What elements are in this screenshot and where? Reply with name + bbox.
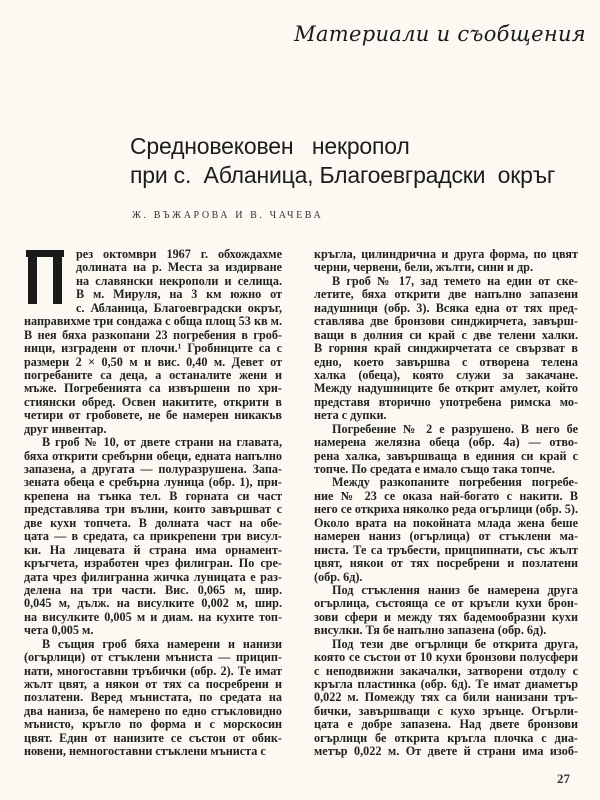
text-line: крепена на тънка тел. В горната си част — [24, 488, 282, 503]
text-line: дата чрез филигранна жичка луницата е раз- — [24, 569, 282, 584]
text-line: размери 2 × 0,50 м и вис. 0,40 м. Девет от — [24, 354, 282, 369]
text-line: топче. По средата е имало също така топче. — [314, 462, 555, 476]
text-line: кръгчета, изработен чрез филигран. По сре- — [24, 556, 282, 571]
text-line: кръгла пластинка (обр. 6д). Те имат диаметър — [314, 677, 578, 691]
title-line-2: при с. Абланица, Благоевградски окръг — [130, 162, 556, 188]
text-line: която се състои от 10 кухи бронзови полусфери — [314, 650, 578, 665]
text-line: новени, немногоставни стъклени мъниста с — [24, 744, 266, 759]
right-column — [314, 248, 578, 759]
text-line: ници, изградени от плочи.¹ Гробниците са с — [24, 341, 282, 356]
text-line: Погребение № 2 е разрушено. В него бе — [332, 421, 578, 436]
text-line: мъже. Погребенията са извършени по хри- — [24, 381, 282, 396]
text-line: В нея бяха разкопани 23 погребения в гроб- — [24, 327, 282, 342]
text-line: Под тези две огърлици бе открита друга, — [332, 636, 578, 651]
text-line: Под стъклення наниз бе намерена друга — [332, 582, 578, 597]
text-line: бички, завършващи с кухо зрънце. Огърли- — [314, 703, 578, 718]
text-line: черни, червени, бели, жълти, сини и др. — [314, 260, 533, 275]
text-line: нати, многоставни тръбички (обр. 2). Те имат — [24, 663, 282, 678]
text-line: нета с дупки. — [314, 408, 387, 423]
text-line: кръгла, цилиндрична и друга форма, по цвят — [314, 247, 578, 261]
text-line: халка (обеца), която служи за закачане. — [314, 367, 578, 382]
text-line: цвят. Един от нанизите се състои от обик- — [24, 730, 282, 745]
text-line: ние № 23 се оказа най-богато с накити. В — [314, 488, 578, 503]
text-line: друг инвентар. — [24, 421, 107, 436]
text-line: намерен наниз (огърлица) от стъклени ма- — [314, 529, 578, 544]
text-line: (обр. 6д). — [314, 569, 363, 584]
text-line: делена на три части. Вис. 0,065 м, шир. — [24, 582, 282, 597]
text-line: висулки. Тя бе напълно запазена (обр. 6д). — [314, 623, 547, 638]
text-line: 0,022 м. Помежду тях са били нанизани тръ- — [314, 690, 578, 705]
text-line: рез октомври 1967 г. обхождахме — [76, 247, 282, 261]
text-line: В м. Мируля, на 3 км южно от — [76, 287, 282, 302]
text-line: ващи в долния си край с две телени халки. — [314, 327, 578, 342]
text-line: мънисто, кръгло по форма и с морскосин — [24, 717, 282, 732]
text-line: летите, бяха открити две напълно запазени — [314, 287, 578, 302]
text-line: Около врата на покойната млада жена беше — [314, 515, 578, 530]
text-line: едно, което завършва с отворена телена — [314, 354, 578, 369]
text-line: цата е добре запазена. Над двете бронзови — [314, 717, 578, 732]
section-header: Материали и съобщения — [294, 22, 586, 46]
text-line: ставлява две бронзови синджирчета, завърш- — [314, 314, 578, 329]
text-line: стиянски обред. Освен накитите, открити в — [24, 394, 282, 409]
text-line: долината на р. Места за издирване — [76, 260, 282, 275]
text-line: представя вторично употребена римска мо- — [314, 394, 578, 409]
article-title — [130, 132, 555, 190]
text-line: Между разкопаните погребения погребе- — [332, 475, 578, 490]
text-line: с неподвижни закачалки, затворени отдолу с — [314, 663, 578, 678]
text-line: 0,045 м, дълж. на висулките 0,002 м, шир. — [24, 596, 282, 611]
text-line: два наниза, бе намерено по едно стъкловидно — [24, 703, 282, 718]
text-line: направихме три сондажа с обща площ 53 кв м. — [24, 314, 282, 329]
text-line: зената обеца е сребърна луница (обр. 1), при- — [24, 475, 282, 490]
text-line: В горния край синджирчетата се свързват в — [314, 341, 578, 356]
text-line: бяха открити сребърни обеци, едната напълно — [24, 448, 282, 463]
title-line-1: Средновековен некропол — [130, 133, 410, 159]
text-line: четири от гробовете, не бе намерен никакъв — [24, 408, 282, 423]
text-line: Между надушниците бе открит амулет, който — [314, 381, 578, 396]
text-line: позлатени. Веред мънистата, по средата на — [24, 690, 282, 705]
text-line: цата — в средата, са прикрепени три висул- — [24, 529, 282, 544]
text-line: погребаните са деца, а останалите жени и — [24, 367, 282, 382]
text-line: представлява три вълни, които завършват с — [24, 502, 282, 517]
left-column — [24, 248, 282, 759]
text-line: две кухи топчета. В долната част на обе- — [24, 515, 282, 530]
text-line: него се откриха няколко реда огърлици (обр. 5). — [314, 502, 578, 517]
text-line: цвят, някои от тях посребрени и позлатени — [314, 556, 578, 571]
text-line: рена халка, завършваща в единия си край с — [314, 448, 578, 463]
text-line: намерена желязна обеца (обр. 4а) — отво- — [314, 435, 578, 450]
text-line: на висулките 0,005 м и диам. на кухите топ- — [24, 609, 282, 624]
text-line: В гроб № 17, зад темето на един от ске- — [332, 273, 578, 288]
text-line: с. Абланица, Благоевградски окръг, — [76, 300, 282, 315]
text-line: чета 0,005 м. — [24, 623, 94, 638]
article-authors: Ж. ВЪЖАРОВА И В. ЧАЧЕВА — [132, 210, 324, 221]
text-line: В гроб № 10, от двете страни на главата, — [42, 435, 282, 450]
text-line: запазена, а другата — полуразрушена. Запа- — [24, 462, 282, 476]
page-number: 27 — [557, 771, 570, 786]
text-line: огърлици бе открита кръгла плочка с диа- — [314, 730, 578, 745]
text-line: огърлица, състояща се от кръгли кухи брон- — [314, 596, 578, 611]
text-line: метър 0,022 м. От двете й страни има изоб- — [314, 744, 578, 759]
text-line: жълт цвят, а някои от тях са посребрени и — [24, 677, 282, 691]
text-line: ки. На лицевата й страна има орнамент- — [24, 542, 282, 557]
text-line: В същия гроб бяха намерени и нанизи — [42, 636, 282, 651]
text-line: (огърлици) от стъклени мъниста — прицип- — [24, 650, 282, 665]
text-line: зови сфери и между тях бадемообразни кухи — [314, 609, 578, 624]
text-line: ниста. Те са тръбести, прицпипнати, със жълт — [314, 542, 578, 557]
text-line: надушници (обр. 3). Всяка една от тях пред- — [314, 300, 578, 315]
text-line: на славянски некрополи и селища. — [76, 273, 282, 288]
